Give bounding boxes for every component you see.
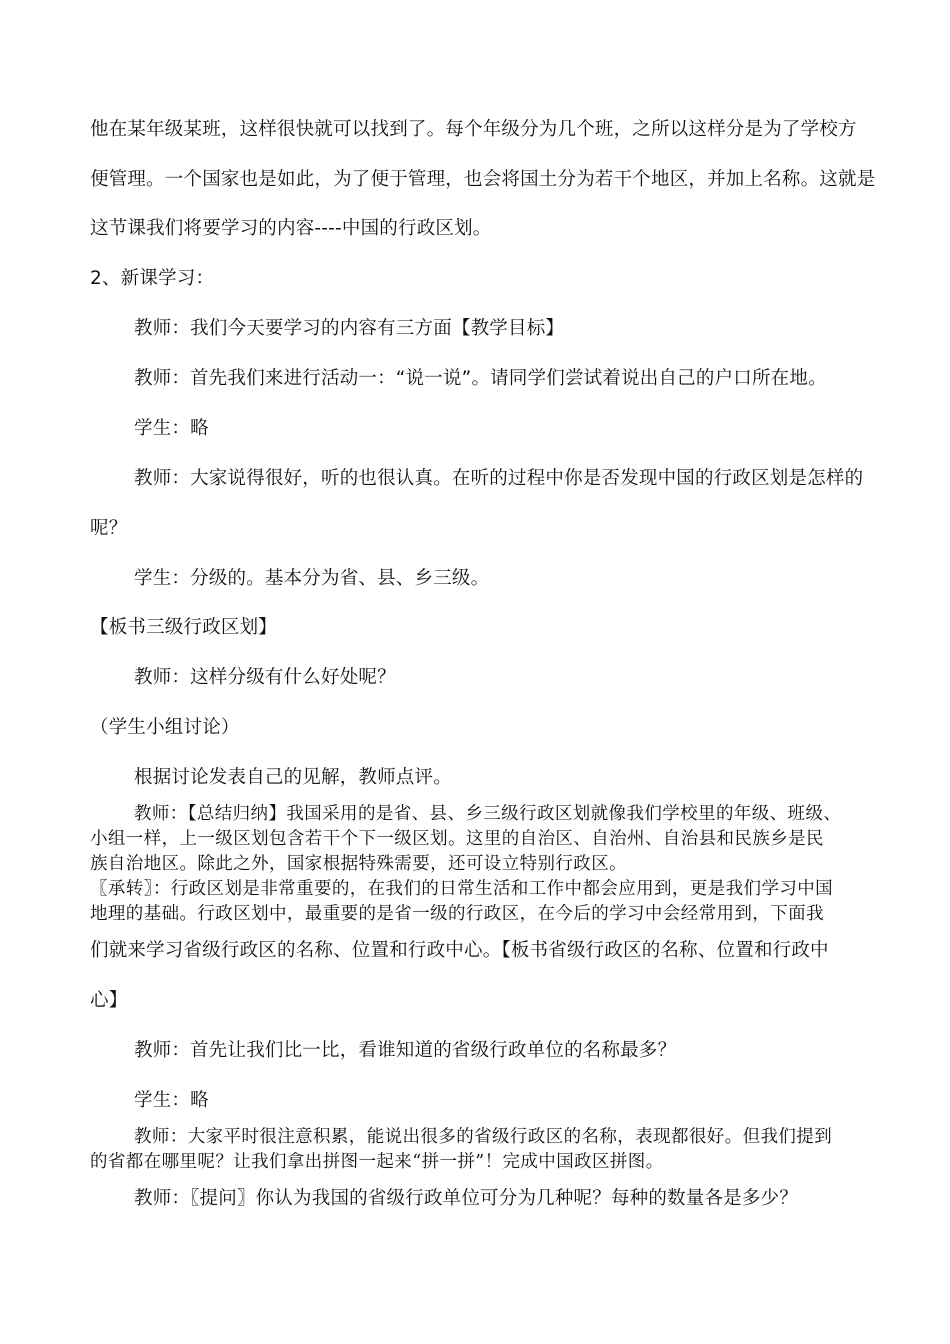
section-heading: 2、新课学习： xyxy=(90,268,215,289)
board-note: 【板书三级行政区划】 xyxy=(90,617,278,638)
student-line: 学生：略 xyxy=(134,418,209,439)
paragraph-line: 便管理。一个国家也是如此，为了便于管理，也会将国土分为若干个地区，并加上名称。这就是 xyxy=(90,169,876,190)
paragraph-line: 的省都在哪里呢？让我们拿出拼图一起来“拼一拼”！完成中国政区拼图。 xyxy=(90,1152,664,1172)
teacher-line: 教师：大家说得很好，听的也很认真。在听的过程中你是否发现中国的行政区划是怎样的 xyxy=(134,468,864,489)
teacher-line: 教师：〖提问〗你认为我国的省级行政单位可分为几种呢？每种的数量各是多少？ xyxy=(134,1188,798,1209)
teacher-line: 教师：首先我们来进行活动一：“说一说”。请同学们尝试着说出自己的户口所在地。 xyxy=(134,368,827,389)
paragraph-line: 这节课我们将要学习的内容----中国的行政区划。 xyxy=(90,218,492,239)
teacher-line: 教师：大家平时很注意积累，能说出很多的省级行政区的名称，表现都很好。但我们提到 xyxy=(134,1127,833,1147)
summary-line: 族自治地区。除此之外，国家根据特殊需要，还可设立特别行政区。 xyxy=(90,854,627,874)
teacher-line: 教师：首先让我们比一比，看谁知道的省级行政单位的名称最多？ xyxy=(134,1040,677,1061)
student-line: 学生：略 xyxy=(134,1090,209,1111)
group-discussion-note: （学生小组讨论） xyxy=(90,717,240,738)
paragraph-line: 呢？ xyxy=(90,518,128,539)
paragraph-line: 根据讨论发表自己的见解，教师点评。 xyxy=(134,767,452,788)
teacher-line: 教师：我们今天要学习的内容有三方面【教学目标】 xyxy=(134,318,565,339)
transition-line: 〖承转〗：行政区划是非常重要的，在我们的日常生活和工作中都会应用到，更是我们学习中国 xyxy=(90,879,834,899)
summary-line: 教师：【总结归纳】我国采用的是省、县、乡三级行政区划就像我们学校里的年级、班级、 xyxy=(134,804,842,824)
transition-line: 心】 xyxy=(90,990,128,1011)
transition-line: 地理的基础。行政区划中，最重要的是省一级的行政区，在今后的学习中会经常用到，下面我 xyxy=(90,904,824,924)
transition-line: 们就来学习省级行政区的名称、位置和行政中心。【板书省级行政区的名称、位置和行政中 xyxy=(90,940,829,961)
paragraph-line: 他在某年级某班，这样很快就可以找到了。每个年级分为几个班，之所以这样分是为了学校方 xyxy=(90,119,857,140)
teacher-line: 教师：这样分级有什么好处呢？ xyxy=(134,667,396,688)
student-line: 学生：分级的。基本分为省、县、乡三级。 xyxy=(134,568,490,589)
summary-line: 小组一样，上一级区划包含若干个下一级区划。这里的自治区、自治州、自治县和民族乡是民 xyxy=(90,829,824,849)
